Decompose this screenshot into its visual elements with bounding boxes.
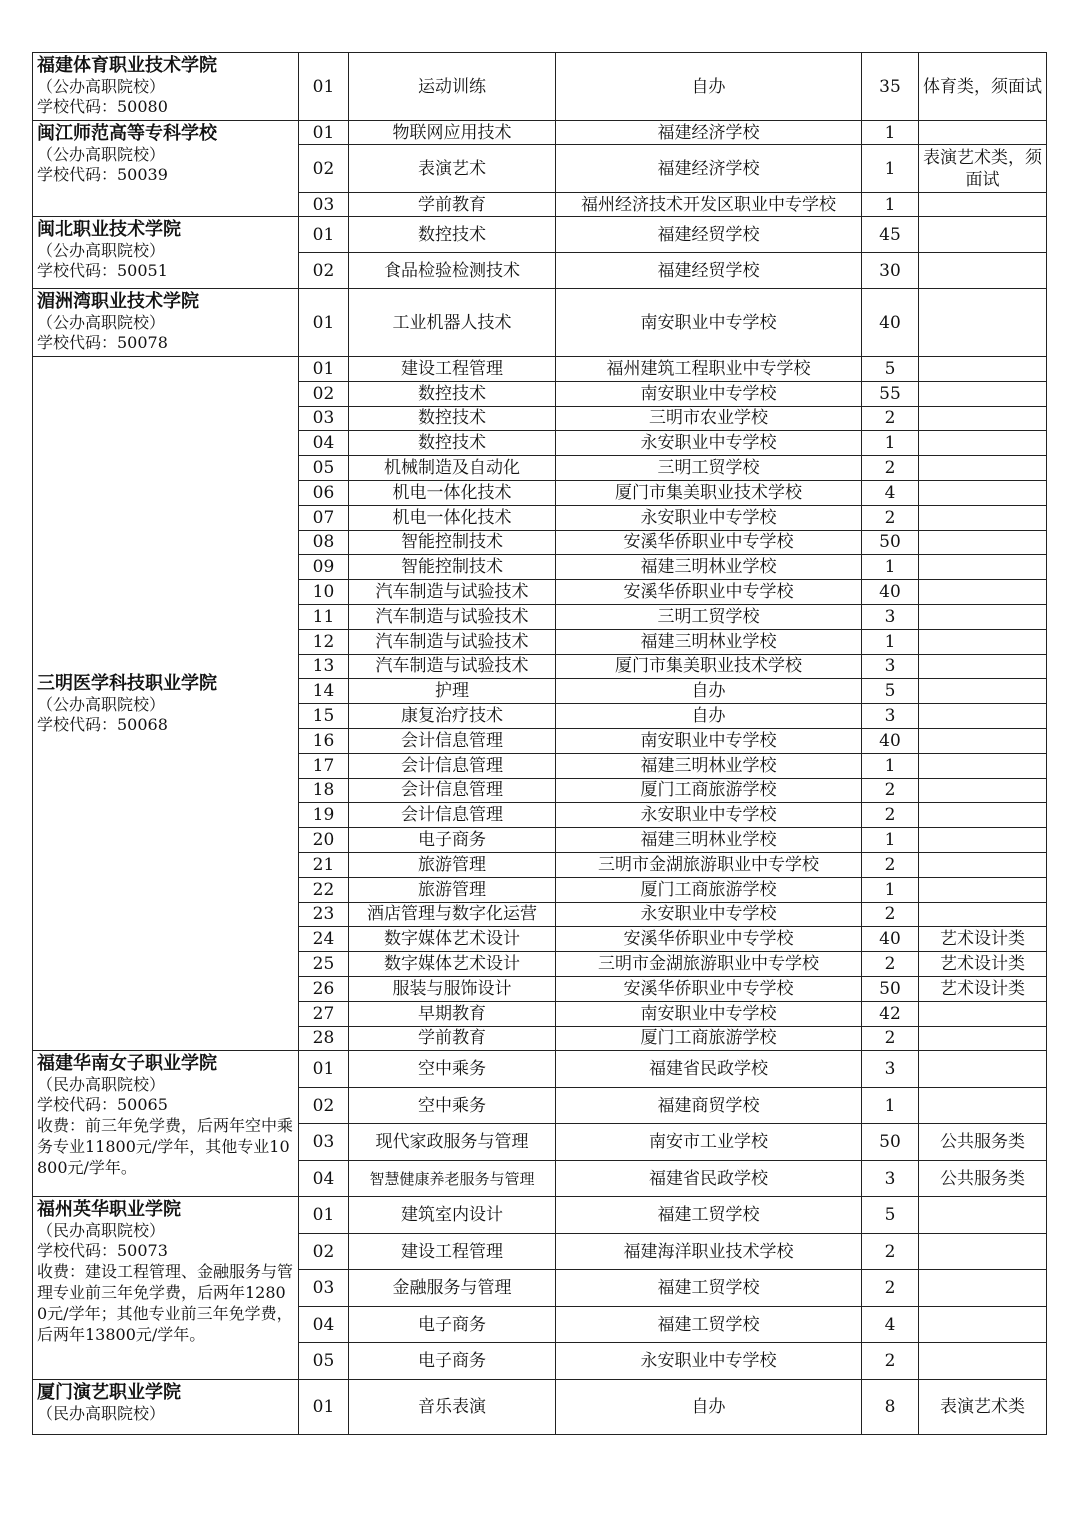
- partner-school: 厦门工商旅游学校: [556, 778, 862, 803]
- remark: 表演艺术类，须面试: [919, 145, 1047, 193]
- partner-school: 厦门市集美职业技术学校: [556, 480, 862, 505]
- major-name: 数控技术: [349, 381, 556, 406]
- partner-school: 福建三明林业学校: [556, 629, 862, 654]
- school-info-cell: [33, 289, 299, 357]
- major-name: 机电一体化技术: [349, 505, 556, 530]
- major-number: 01: [299, 1197, 349, 1234]
- school-code: 学校代码：50039: [37, 165, 168, 184]
- remark: [919, 902, 1047, 927]
- remark: 艺术设计类: [919, 976, 1047, 1001]
- enrollment-count: 42: [862, 1001, 919, 1026]
- enrollment-count: 45: [862, 217, 919, 253]
- major-name: 智能控制技术: [349, 555, 556, 580]
- school-code: 学校代码：50051: [37, 261, 168, 280]
- partner-school: 福建工贸学校: [556, 1197, 862, 1234]
- major-number: 01: [299, 1379, 349, 1434]
- major-name: 工业机器人技术: [349, 289, 556, 357]
- partner-school: 安溪华侨职业中专学校: [556, 976, 862, 1001]
- partner-school: 南安职业中专学校: [556, 728, 862, 753]
- enrollment-count: 1: [862, 145, 919, 193]
- remark: [919, 1343, 1047, 1380]
- partner-school: 三明工贸学校: [556, 604, 862, 629]
- major-name: 旅游管理: [349, 852, 556, 877]
- partner-school: 厦门工商旅游学校: [556, 877, 862, 902]
- enrollment-count: 2: [862, 778, 919, 803]
- partner-school: 三明工贸学校: [556, 456, 862, 481]
- school-code: 学校代码：50068: [37, 714, 168, 734]
- table-row: [33, 289, 1047, 357]
- major-name: 空中乘务: [349, 1087, 556, 1124]
- major-name: 会计信息管理: [349, 803, 556, 828]
- school-code: 学校代码：50078: [37, 333, 168, 352]
- major-number: 03: [299, 1270, 349, 1307]
- enrollment-count: 1: [862, 828, 919, 853]
- major-name: 音乐表演: [349, 1379, 556, 1434]
- partner-school: 永安职业中专学校: [556, 1343, 862, 1380]
- major-number: 13: [299, 654, 349, 679]
- remark: [919, 431, 1047, 456]
- major-number: 16: [299, 728, 349, 753]
- remark: [919, 480, 1047, 505]
- major-name: 金融服务与管理: [349, 1270, 556, 1307]
- major-name: 物联网应用技术: [349, 121, 556, 145]
- school-type: （公办高职院校）: [37, 241, 166, 260]
- school-name: 福州英华职业学院: [37, 1199, 181, 1221]
- enrollment-count: 2: [862, 505, 919, 530]
- enrollment-count: 5: [862, 679, 919, 704]
- remark: [919, 728, 1047, 753]
- remark: [919, 654, 1047, 679]
- school-info-cell: [33, 1379, 299, 1434]
- partner-school: 福建经贸学校: [556, 253, 862, 289]
- remark: [919, 1233, 1047, 1270]
- major-number: 04: [299, 431, 349, 456]
- major-name: 电子商务: [349, 1343, 556, 1380]
- major-number: 15: [299, 704, 349, 729]
- major-number: 09: [299, 555, 349, 580]
- remark: [919, 852, 1047, 877]
- enrollment-count: 30: [862, 253, 919, 289]
- school-code: 学校代码：50065: [37, 1095, 168, 1115]
- partner-school: 三明市金湖旅游职业中专学校: [556, 852, 862, 877]
- school-name: 厦门演艺职业学院: [37, 1381, 181, 1403]
- major-number: 07: [299, 505, 349, 530]
- school-type: （公办高职院校）: [37, 313, 166, 332]
- partner-school: 福建三明林业学校: [556, 753, 862, 778]
- enrollment-plan-table: [32, 52, 1047, 1435]
- enrollment-count: 1: [862, 193, 919, 217]
- major-name: 运动训练: [349, 53, 556, 121]
- major-number: 01: [299, 1051, 349, 1088]
- major-name: 汽车制造与试验技术: [349, 580, 556, 605]
- enrollment-count: 1: [862, 555, 919, 580]
- enrollment-count: 40: [862, 927, 919, 952]
- major-name: 现代家政服务与管理: [349, 1124, 556, 1161]
- major-name: 学前教育: [349, 1026, 556, 1051]
- major-number: 14: [299, 679, 349, 704]
- major-number: 17: [299, 753, 349, 778]
- major-name: 建筑室内设计: [349, 1197, 556, 1234]
- school-name: 闽江师范高等专科学校: [37, 123, 217, 144]
- remark: [919, 828, 1047, 853]
- major-number: 23: [299, 902, 349, 927]
- partner-school: 南安职业中专学校: [556, 381, 862, 406]
- enrollment-count: 2: [862, 456, 919, 481]
- enrollment-count: 1: [862, 1087, 919, 1124]
- enrollment-count: 2: [862, 803, 919, 828]
- enrollment-count: 3: [862, 1160, 919, 1197]
- remark: [919, 1001, 1047, 1026]
- school-name: 湄洲湾职业技术学院: [37, 291, 199, 312]
- school-type: （公办高职院校）: [37, 145, 166, 164]
- school-fee-note: 收费：前三年免学费，后两年空中乘务专业11800元/学年，其他专业10800元/学年。: [37, 1116, 294, 1178]
- remark: [919, 406, 1047, 431]
- table-row: [33, 53, 1047, 121]
- school-name: 三明医学科技职业学院: [37, 672, 217, 694]
- remark: [919, 1051, 1047, 1088]
- major-number: 10: [299, 580, 349, 605]
- major-number: 11: [299, 604, 349, 629]
- enrollment-count: 1: [862, 431, 919, 456]
- partner-school: 安溪华侨职业中专学校: [556, 580, 862, 605]
- school-info-cell: [33, 1197, 299, 1380]
- remark: 公共服务类: [919, 1124, 1047, 1161]
- remark: [919, 456, 1047, 481]
- enrollment-count: 50: [862, 976, 919, 1001]
- partner-school: 自办: [556, 53, 862, 121]
- enrollment-count: 2: [862, 1026, 919, 1051]
- major-number: 01: [299, 53, 349, 121]
- major-number: 03: [299, 193, 349, 217]
- school-type: （公办高职院校）: [37, 77, 166, 96]
- partner-school: 永安职业中专学校: [556, 505, 862, 530]
- major-number: 27: [299, 1001, 349, 1026]
- remark: [919, 1087, 1047, 1124]
- enrollment-count: 5: [862, 1197, 919, 1234]
- partner-school: 永安职业中专学校: [556, 803, 862, 828]
- enrollment-count: 2: [862, 902, 919, 927]
- remark: [919, 555, 1047, 580]
- major-name: 建设工程管理: [349, 357, 556, 382]
- partner-school: 厦门工商旅游学校: [556, 1026, 862, 1051]
- remark: [919, 704, 1047, 729]
- enrollment-count: 4: [862, 480, 919, 505]
- major-name: 机电一体化技术: [349, 480, 556, 505]
- partner-school: 三明市农业学校: [556, 406, 862, 431]
- partner-school: 福建经济学校: [556, 121, 862, 145]
- partner-school: 福建工贸学校: [556, 1270, 862, 1307]
- remark: [919, 1306, 1047, 1343]
- partner-school: 福建省民政学校: [556, 1051, 862, 1088]
- remark: [919, 629, 1047, 654]
- enrollment-count: 2: [862, 1343, 919, 1380]
- major-name: 旅游管理: [349, 877, 556, 902]
- partner-school: 福州建筑工程职业中专学校: [556, 357, 862, 382]
- major-name: 服装与服饰设计: [349, 976, 556, 1001]
- major-number: 02: [299, 145, 349, 193]
- enrollment-count: 50: [862, 530, 919, 555]
- enrollment-count: 40: [862, 289, 919, 357]
- table-row: [33, 217, 1047, 253]
- major-number: 24: [299, 927, 349, 952]
- major-name: 酒店管理与数字化运营: [349, 902, 556, 927]
- major-number: 03: [299, 1124, 349, 1161]
- major-number: 04: [299, 1160, 349, 1197]
- major-name: 早期教育: [349, 1001, 556, 1026]
- remark: 艺术设计类: [919, 927, 1047, 952]
- enrollment-count: 2: [862, 952, 919, 977]
- remark: [919, 121, 1047, 145]
- remark: [919, 1026, 1047, 1051]
- major-name: 电子商务: [349, 1306, 556, 1343]
- major-name: 会计信息管理: [349, 778, 556, 803]
- partner-school: 永安职业中专学校: [556, 902, 862, 927]
- remark: [919, 778, 1047, 803]
- major-name: 汽车制造与试验技术: [349, 654, 556, 679]
- remark: [919, 217, 1047, 253]
- school-type: （民办高职院校）: [37, 1403, 166, 1423]
- partner-school: 厦门市集美职业技术学校: [556, 654, 862, 679]
- table-row: [33, 1379, 1047, 1434]
- partner-school: 福建商贸学校: [556, 1087, 862, 1124]
- major-number: 01: [299, 357, 349, 382]
- major-name: 数控技术: [349, 406, 556, 431]
- enrollment-count: 1: [862, 121, 919, 145]
- major-number: 28: [299, 1026, 349, 1051]
- major-name: 会计信息管理: [349, 728, 556, 753]
- enrollment-count: 2: [862, 406, 919, 431]
- major-number: 02: [299, 1087, 349, 1124]
- enrollment-count: 2: [862, 1233, 919, 1270]
- major-number: 18: [299, 778, 349, 803]
- major-number: 22: [299, 877, 349, 902]
- table-row: [33, 357, 1047, 382]
- partner-school: 福建工贸学校: [556, 1306, 862, 1343]
- major-name: 数字媒体艺术设计: [349, 952, 556, 977]
- major-number: 02: [299, 1233, 349, 1270]
- enrollment-count: 5: [862, 357, 919, 382]
- partner-school: 安溪华侨职业中专学校: [556, 927, 862, 952]
- major-number: 05: [299, 1343, 349, 1380]
- partner-school: 安溪华侨职业中专学校: [556, 530, 862, 555]
- remark: [919, 1197, 1047, 1234]
- remark: [919, 679, 1047, 704]
- enrollment-count: 3: [862, 704, 919, 729]
- major-name: 空中乘务: [349, 1051, 556, 1088]
- remark: [919, 505, 1047, 530]
- remark: [919, 289, 1047, 357]
- major-name: 表演艺术: [349, 145, 556, 193]
- enrollment-count: 35: [862, 53, 919, 121]
- remark: [919, 253, 1047, 289]
- major-number: 25: [299, 952, 349, 977]
- enrollment-count: 3: [862, 604, 919, 629]
- major-number: 01: [299, 217, 349, 253]
- enrollment-count: 40: [862, 580, 919, 605]
- major-number: 19: [299, 803, 349, 828]
- partner-school: 自办: [556, 679, 862, 704]
- school-name: 福建体育职业技术学院: [37, 55, 217, 76]
- major-number: 04: [299, 1306, 349, 1343]
- major-number: 12: [299, 629, 349, 654]
- partner-school: 福建海洋职业技术学校: [556, 1233, 862, 1270]
- major-number: 06: [299, 480, 349, 505]
- partner-school: 福建经济学校: [556, 145, 862, 193]
- partner-school: 福建三明林业学校: [556, 828, 862, 853]
- remark: 公共服务类: [919, 1160, 1047, 1197]
- enrollment-count: 1: [862, 629, 919, 654]
- enrollment-count: 1: [862, 753, 919, 778]
- partner-school: 福建经贸学校: [556, 217, 862, 253]
- remark: [919, 193, 1047, 217]
- enrollment-count: 3: [862, 1051, 919, 1088]
- major-number: 08: [299, 530, 349, 555]
- school-name: 闽北职业技术学院: [37, 219, 181, 240]
- major-name: 机械制造及自动化: [349, 456, 556, 481]
- partner-school: 福建省民政学校: [556, 1160, 862, 1197]
- remark: [919, 357, 1047, 382]
- partner-school: 三明市金湖旅游职业中专学校: [556, 952, 862, 977]
- remark: [919, 877, 1047, 902]
- major-number: 02: [299, 381, 349, 406]
- enrollment-count: 1: [862, 877, 919, 902]
- table-row: [33, 1051, 1047, 1088]
- enrollment-count: 3: [862, 654, 919, 679]
- major-name: 食品检验检测技术: [349, 253, 556, 289]
- major-number: 03: [299, 406, 349, 431]
- major-number: 02: [299, 253, 349, 289]
- major-number: 01: [299, 121, 349, 145]
- school-info-cell: [33, 217, 299, 289]
- remark: [919, 803, 1047, 828]
- table-row: [33, 121, 1047, 145]
- major-name: 会计信息管理: [349, 753, 556, 778]
- enrollment-count: 8: [862, 1379, 919, 1434]
- major-name: 电子商务: [349, 828, 556, 853]
- remark: [919, 753, 1047, 778]
- major-name: 康复治疗技术: [349, 704, 556, 729]
- partner-school: 永安职业中专学校: [556, 431, 862, 456]
- remark: 艺术设计类: [919, 952, 1047, 977]
- school-code: 学校代码：50080: [37, 97, 168, 116]
- school-info-cell: [33, 357, 299, 1051]
- major-name: 智慧健康养老服务与管理: [349, 1160, 556, 1197]
- partner-school: 南安职业中专学校: [556, 289, 862, 357]
- major-name: 护理: [349, 679, 556, 704]
- partner-school: 南安市工业学校: [556, 1124, 862, 1161]
- remark: 表演艺术类: [919, 1379, 1047, 1434]
- major-name: 智能控制技术: [349, 530, 556, 555]
- partner-school: 福建三明林业学校: [556, 555, 862, 580]
- major-number: 26: [299, 976, 349, 1001]
- major-name: 数控技术: [349, 217, 556, 253]
- school-type: （民办高职院校）: [37, 1075, 166, 1095]
- school-info-cell: [33, 53, 299, 121]
- remark: 体育类，须面试: [919, 53, 1047, 121]
- major-name: 建设工程管理: [349, 1233, 556, 1270]
- remark: [919, 604, 1047, 629]
- remark: [919, 530, 1047, 555]
- remark: [919, 580, 1047, 605]
- major-name: 汽车制造与试验技术: [349, 629, 556, 654]
- school-info-cell: [33, 121, 299, 217]
- enrollment-count: 4: [862, 1306, 919, 1343]
- partner-school: 自办: [556, 704, 862, 729]
- remark: [919, 1270, 1047, 1307]
- school-type: （公办高职院校）: [37, 694, 166, 714]
- enrollment-count: 40: [862, 728, 919, 753]
- table-row: [33, 1197, 1047, 1234]
- partner-school: 福州经济技术开发区职业中专学校: [556, 193, 862, 217]
- school-name: 福建华南女子职业学院: [37, 1053, 217, 1075]
- major-number: 05: [299, 456, 349, 481]
- partner-school: 南安职业中专学校: [556, 1001, 862, 1026]
- enrollment-count: 2: [862, 1270, 919, 1307]
- school-code: 学校代码：50073: [37, 1241, 168, 1261]
- enrollment-count: 50: [862, 1124, 919, 1161]
- remark: [919, 381, 1047, 406]
- partner-school: 自办: [556, 1379, 862, 1434]
- school-type: （民办高职院校）: [37, 1221, 166, 1241]
- major-name: 数控技术: [349, 431, 556, 456]
- major-number: 21: [299, 852, 349, 877]
- major-number: 01: [299, 289, 349, 357]
- major-number: 20: [299, 828, 349, 853]
- enrollment-count: 2: [862, 852, 919, 877]
- major-name: 汽车制造与试验技术: [349, 604, 556, 629]
- major-name: 学前教育: [349, 193, 556, 217]
- school-info-cell: [33, 1051, 299, 1197]
- school-fee-note: 收费：建设工程管理、金融服务与管理专业前三年免学费，后两年12800元/学年；其他专业前三年免学费，后两年13800元/学年。: [37, 1262, 294, 1345]
- enrollment-count: 55: [862, 381, 919, 406]
- major-name: 数字媒体艺术设计: [349, 927, 556, 952]
